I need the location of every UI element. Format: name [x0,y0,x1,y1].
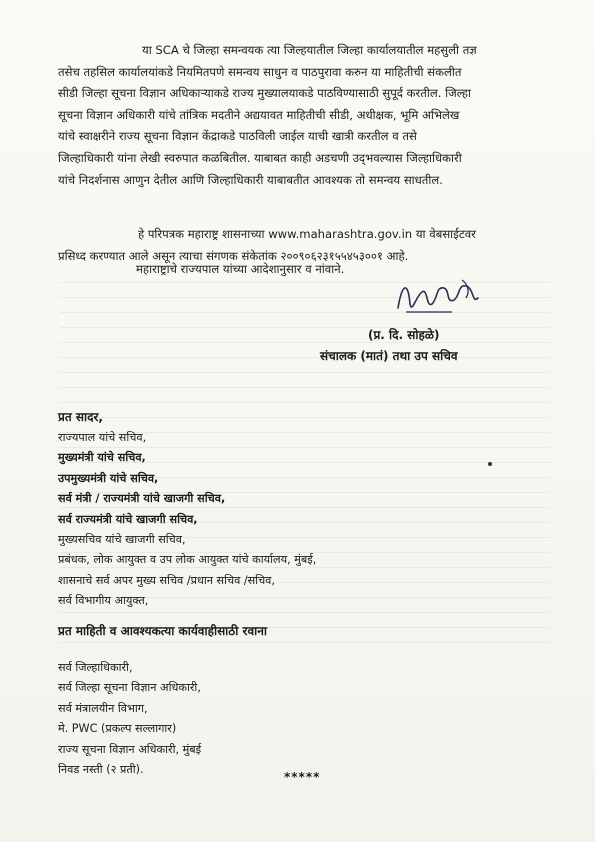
ink-dot [488,462,492,466]
paragraph-line: हे परिपत्रक महाराष्ट्र शासनाच्या www.maharashtra.gov.in या वेबसाईटवर [138,227,476,241]
list-item: सर्व जिल्हा सूचना विज्ञान अधिकारी, [58,681,201,695]
information-list [58,658,201,780]
paragraph-line: सीडी जिल्हा सूचना विज्ञान अधिकाऱ्याकडे राज्य मुख्यालयाकडे पाठविण्यासाठी सुपूर्द करतील. जिल्हा [58,86,471,101]
list-item: सर्व राज्यमंत्री यांचे खाजगी सचिव, [58,512,198,526]
body-paragraph-1 [58,40,552,191]
paragraph-line: यांचे स्वाक्षरीने राज्य सूचना विज्ञान केंद्राकडे पाठविली जाईल याची खात्री करतील व तसे [58,129,417,144]
paragraph-line: प्रसिध्द करण्यात आले असून त्याचा संगणक संकेतांक २००९०६२३१५५४५३००१ आहे. [58,248,409,263]
paragraph-line: सूचना विज्ञान अधिकारी यांचे तांत्रिक मदतीने अद्ययावत माहितीची सीडी, अधीक्षक, भूमि अभिलेख [58,107,460,122]
handwritten-signature [392,274,484,322]
body-paragraph-2 [58,224,552,267]
end-of-document-mark: ***** [284,770,321,784]
distribution-list [58,428,316,612]
paragraph-line: यांचे निदर्शनास आणुन देतील आणि जिल्हाधिकारी याबाबतीत आवश्यक तो समन्वय साधतील. [58,172,443,187]
list-item: प्रबंधक, लोक आयुक्त व उप लोक आयुक्त यांचे कार्यालय, मुंबई, [58,553,317,567]
list-item: मुख्यमंत्री यांचे सचिव, [58,451,146,465]
list-item: मुख्यसचिव यांचे खाजगी सचिव, [58,532,186,546]
governor-order-line: महाराष्ट्राचे राज्यपाल यांच्या आदेशानुसार व नांवाने. [136,262,345,276]
list-item: शासनाचे सर्व अपर मुख्य सचिव /प्रधान सचिव /सचिव, [58,573,275,587]
list-item: सर्व जिल्हाधिकारी, [58,661,133,674]
paragraph-line: या SCA चे जिल्हा समन्वयक त्या जिल्हयातील जिल्हा कार्यालयातील महसुली तज्ञ [142,43,477,57]
list-item: मे. PWC (प्रकल्प सल्लागार) [58,722,177,736]
signer-name: (प्र. दि. सोहळे) [368,328,440,342]
list-item: राज्य सूचना विज्ञान अधिकारी, मुंबई [58,742,202,756]
list-item: राज्यपाल यांचे सचिव, [58,431,147,444]
list-item: सर्व विभागीय आयुक्त, [58,594,149,608]
information-heading: प्रत माहिती व आवश्यकत्या कार्यवाहीसाठी रवाना [58,624,268,638]
distribution-heading: प्रत सादर, [58,410,103,424]
paragraph-line: जिल्हाधिकारी यांना लेखी स्वरुपात कळबितील. याबाबत काही अडचणी उद्‌भवल्यास जिल्हाधिकारी [58,150,462,165]
signer-designation: संचालक (मातं) तथा उप सचिव [320,349,458,363]
list-item: सर्व मंत्रालयीन विभाग, [58,701,148,715]
list-item: निवड नस्ती (२ प्रती). [58,762,144,776]
paragraph-line: तसेच तहसिल कार्यालयांकडे नियमितपणे समन्वय साधुन व पाठपुरावा करुन या माहितीची संकलीत [58,64,462,79]
list-item: उपमुख्यमंत्री यांचे सचिव, [58,471,159,485]
list-item: सर्व मंत्री / राज्यमंत्री यांचे खाजगी सचिव, [58,492,226,506]
